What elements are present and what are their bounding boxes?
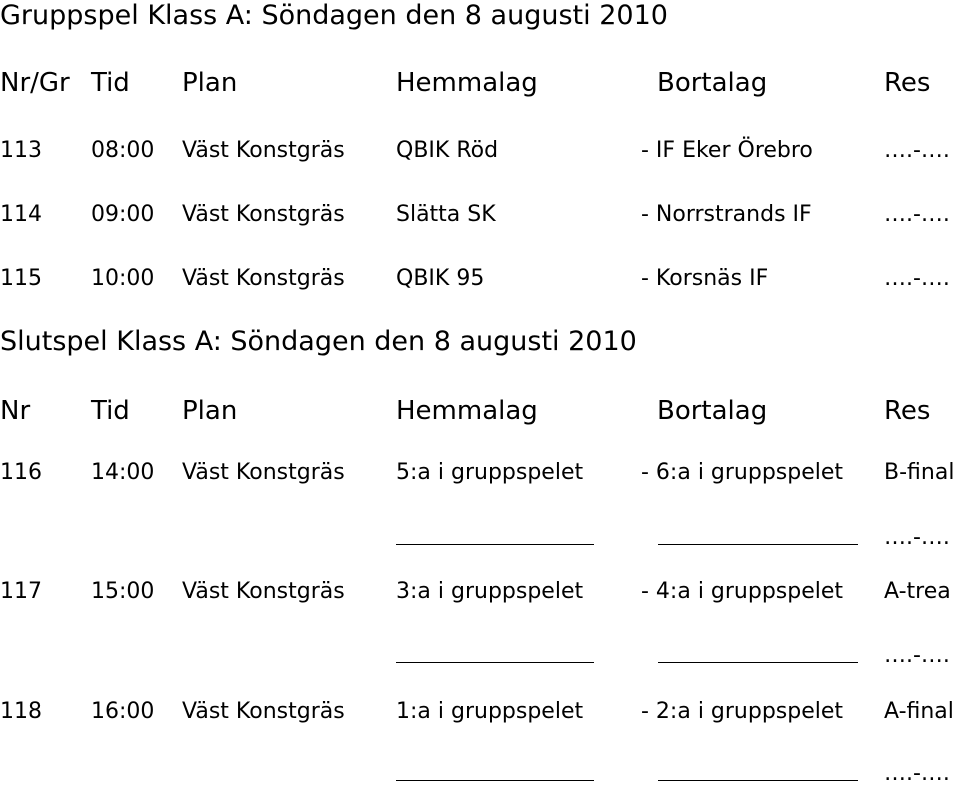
match-home-team: 3:a i gruppspelet bbox=[396, 579, 584, 604]
match-plan: Väst Konstgräs bbox=[182, 202, 345, 227]
match-home-team: QBIK 95 bbox=[396, 266, 485, 291]
col-header-plan: Plan bbox=[182, 68, 238, 98]
match-away-team: - 4:a i gruppspelet bbox=[641, 579, 844, 604]
away-team-blank-line bbox=[658, 544, 858, 545]
col-header-bortalag: Bortalag bbox=[657, 396, 768, 426]
match-nr: 115 bbox=[0, 266, 42, 291]
match-nr: 117 bbox=[0, 579, 42, 604]
col-header-hemmalag: Hemmalag bbox=[396, 68, 538, 98]
match-time: 16:00 bbox=[91, 699, 155, 724]
match-stage: A-final bbox=[884, 699, 954, 724]
match-time: 14:00 bbox=[91, 460, 155, 485]
match-home-team: Slätta SK bbox=[396, 202, 496, 227]
col-header-res: Res bbox=[884, 68, 931, 98]
match-result: ….-…. bbox=[884, 138, 950, 163]
away-team-blank-line bbox=[658, 780, 858, 781]
match-stage: A-trea bbox=[884, 579, 951, 604]
col-header-hemmalag: Hemmalag bbox=[396, 396, 538, 426]
match-stage: B-final bbox=[884, 460, 955, 485]
col-header-nr: Nr/Gr bbox=[0, 68, 70, 98]
home-team-blank-line bbox=[396, 780, 594, 781]
match-nr: 114 bbox=[0, 202, 42, 227]
home-team-blank-line bbox=[396, 662, 594, 663]
final-section-heading: Slutspel Klass A: Söndagen den 8 augusti 2010 bbox=[0, 326, 637, 357]
col-header-nr: Nr bbox=[0, 396, 31, 426]
match-result: ….-…. bbox=[884, 643, 950, 668]
away-team-blank-line bbox=[658, 662, 858, 663]
col-header-tid: Tid bbox=[91, 396, 130, 426]
match-away-team: - 2:a i gruppspelet bbox=[641, 699, 844, 724]
match-away-team: - Korsnäs IF bbox=[641, 266, 769, 291]
match-time: 10:00 bbox=[91, 266, 155, 291]
match-nr: 116 bbox=[0, 460, 42, 485]
match-home-team: 1:a i gruppspelet bbox=[396, 699, 584, 724]
match-home-team: 5:a i gruppspelet bbox=[396, 460, 584, 485]
match-away-team: - IF Eker Örebro bbox=[641, 138, 813, 163]
match-plan: Väst Konstgräs bbox=[182, 699, 345, 724]
match-plan: Väst Konstgräs bbox=[182, 460, 345, 485]
match-result: ….-…. bbox=[884, 202, 950, 227]
group-section-heading: Gruppspel Klass A: Söndagen den 8 augusti 2010 bbox=[0, 0, 668, 31]
match-home-team: QBIK Röd bbox=[396, 138, 499, 163]
match-plan: Väst Konstgräs bbox=[182, 138, 345, 163]
col-header-res: Res bbox=[884, 396, 931, 426]
match-time: 09:00 bbox=[91, 202, 155, 227]
match-plan: Väst Konstgräs bbox=[182, 579, 345, 604]
match-time: 15:00 bbox=[91, 579, 155, 604]
match-plan: Väst Konstgräs bbox=[182, 266, 345, 291]
match-nr: 118 bbox=[0, 699, 42, 724]
match-result: ….-…. bbox=[884, 761, 950, 786]
match-away-team: - 6:a i gruppspelet bbox=[641, 460, 844, 485]
col-header-plan: Plan bbox=[182, 396, 238, 426]
match-result: ….-…. bbox=[884, 266, 950, 291]
match-time: 08:00 bbox=[91, 138, 155, 163]
match-away-team: - Norrstrands IF bbox=[641, 202, 812, 227]
match-result: ….-…. bbox=[884, 525, 950, 550]
match-nr: 113 bbox=[0, 138, 42, 163]
home-team-blank-line bbox=[396, 544, 594, 545]
col-header-tid: Tid bbox=[91, 68, 130, 98]
col-header-bortalag: Bortalag bbox=[657, 68, 768, 98]
